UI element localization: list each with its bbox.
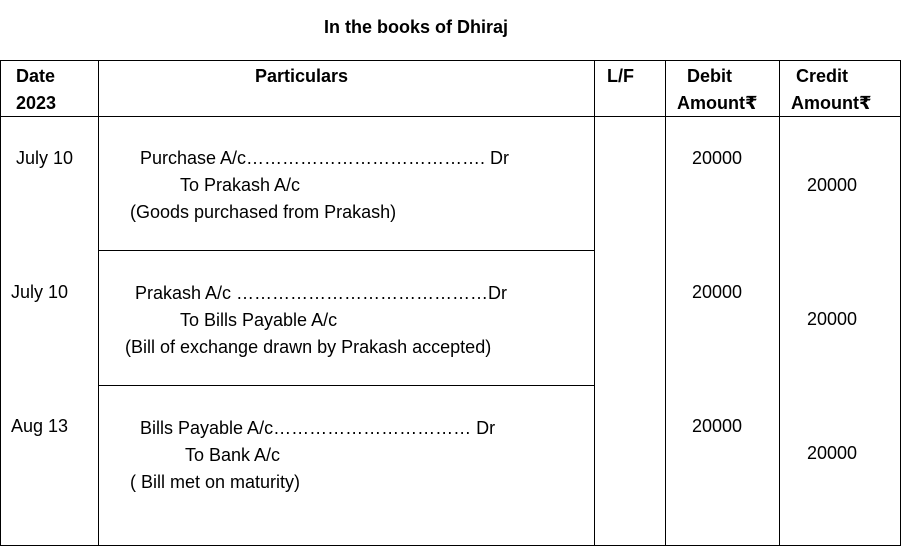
header-lf: L/F — [607, 66, 634, 86]
entry-credit-amount: 20000 — [807, 309, 858, 329]
header-credit-amount: Amount₹ — [791, 93, 872, 113]
entry-date: Aug 13 — [11, 416, 69, 436]
entry-narration: (Goods purchased from Prakash) — [130, 202, 397, 222]
entry-credit-amount: 20000 — [807, 175, 858, 195]
entry-debit-account: Bills Payable A/c…………………………… Dr — [140, 418, 496, 438]
entry-debit-account: Prakash A/c ……………………………………Dr — [135, 283, 508, 303]
entry-debit-amount: 20000 — [692, 282, 743, 302]
header-date: Date — [16, 66, 56, 86]
header-credit: Credit — [796, 66, 849, 86]
entry-credit-amount: 20000 — [807, 443, 858, 463]
entry-debit-amount: 20000 — [692, 416, 743, 436]
entry-debit-account: Purchase A/c…………………………………. Dr — [140, 148, 510, 168]
column-divider-particulars — [594, 61, 595, 545]
entry-credit-account: To Prakash A/c — [180, 175, 301, 195]
header-particulars: Particulars — [255, 66, 349, 86]
header-divider — [1, 116, 900, 117]
column-divider-lf — [665, 61, 666, 545]
entry-credit-account: To Bills Payable A/c — [180, 310, 338, 330]
header-debit: Debit — [687, 66, 732, 86]
header-debit-amount: Amount₹ — [677, 93, 758, 113]
entry-divider — [98, 250, 595, 251]
entry-credit-account: To Bank A/c — [185, 445, 281, 465]
entry-debit-amount: 20000 — [692, 148, 743, 168]
header-year: 2023 — [16, 93, 57, 113]
entry-narration: (Bill of exchange drawn by Prakash accepted) — [125, 337, 492, 357]
entry-date: July 10 — [16, 148, 74, 168]
entry-date: July 10 — [11, 282, 69, 302]
column-divider-debit — [779, 61, 780, 545]
entry-divider — [98, 385, 595, 386]
entry-narration: ( Bill met on maturity) — [130, 472, 301, 492]
journal-table — [0, 60, 901, 546]
column-divider-date — [98, 61, 99, 545]
page-title: In the books of Dhiraj — [323, 17, 508, 37]
